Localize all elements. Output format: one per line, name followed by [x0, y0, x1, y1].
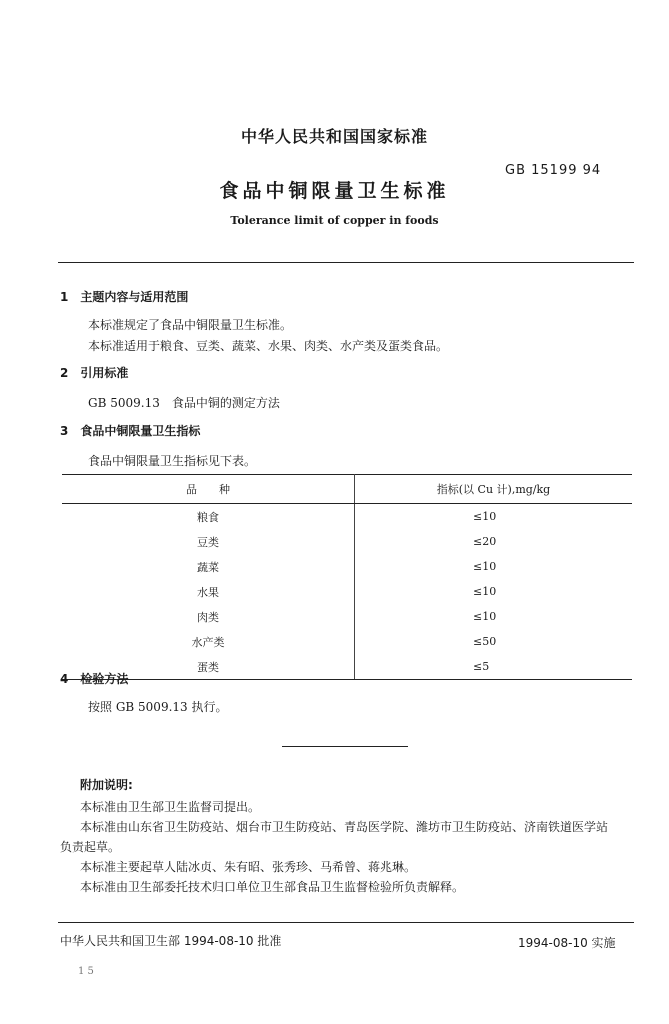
limit-cell: ≤5 [355, 654, 633, 680]
food-cell: 水产类 [62, 629, 355, 654]
column-header-food: 品 种 [62, 475, 355, 504]
issuer-title: 中华人民共和国国家标准 [240, 127, 428, 146]
footer-rule [58, 922, 634, 923]
table-header-row [62, 475, 632, 504]
section-1-para-1: 本标准规定了食品中铜限量卫生标准。 [88, 318, 293, 332]
table-row [62, 554, 632, 579]
page-number: 1 5 [78, 966, 94, 977]
limit-cell: ≤50 [473, 635, 497, 648]
section-2-para-1: GB 5009.13 食品中铜的测定方法 [88, 396, 280, 410]
food-cell: 肉类 [62, 604, 355, 629]
note-line: 本标准由卫生部委托技术归口单位卫生部食品卫生监督检验所负责解释。 [80, 880, 465, 894]
food-cell: 蔬菜 [62, 554, 355, 579]
document-title-english: Tolerance limit of copper in foods [230, 214, 439, 227]
food-cell: 豆类 [62, 529, 355, 554]
limit-cell: ≤10 [473, 610, 497, 623]
food-cell: 蛋类 [62, 654, 355, 680]
notes-title: 附加说明: [80, 778, 133, 792]
copper-limit-table [62, 474, 632, 680]
standard-number: GB 15199 94 [505, 163, 602, 178]
note-line: 负责起草。 [60, 840, 121, 854]
limit-cell: ≤20 [473, 535, 497, 548]
header-rule [58, 262, 634, 263]
approval-text: 中华人民共和国卫生部 1994-08-10 批准 [60, 934, 282, 948]
section-4-para: 按照 GB 5009.13 执行。 [88, 700, 228, 714]
section-divider [282, 746, 408, 747]
section-4-heading: 4 检验方法 [60, 672, 129, 686]
limit-cell: ≤10 [473, 510, 497, 523]
section-3-heading: 3 食品中铜限量卫生指标 [60, 424, 201, 438]
column-header-limit: 指标(以 Cu 计),mg/kg [355, 475, 633, 504]
note-line: 本标准由卫生部卫生监督司提出。 [80, 800, 261, 814]
table-row [62, 604, 632, 629]
limit-cell: ≤10 [473, 560, 497, 573]
table-row [62, 529, 632, 554]
limit-cell: ≤10 [473, 585, 497, 598]
table-row [62, 654, 632, 680]
section-3-para-1: 食品中铜限量卫生指标见下表。 [88, 454, 257, 468]
note-line: 本标准主要起草人陆冰贞、朱有昭、张秀珍、马希曾、蒋兆琳。 [80, 860, 417, 874]
section-1-para-2: 本标准适用于粮食、豆类、蔬菜、水果、肉类、水产类及蛋类食品。 [88, 339, 449, 353]
table-row [62, 579, 632, 604]
table-row [62, 504, 632, 530]
note-line: 本标准由山东省卫生防疫站、烟台市卫生防疫站、青岛医学院、潍坊市卫生防疫站、济南铁道医学站 [80, 820, 609, 834]
food-cell: 水果 [62, 579, 355, 604]
section-2-heading: 2 引用标准 [60, 366, 129, 380]
section-1-heading: 1 主题内容与适用范围 [60, 290, 189, 304]
table-row [62, 629, 632, 654]
food-cell: 粮食 [62, 504, 355, 530]
document-title: 食品中铜限量卫生标准 [219, 180, 450, 202]
implementation-date: 1994-08-10 实施 [518, 936, 616, 950]
